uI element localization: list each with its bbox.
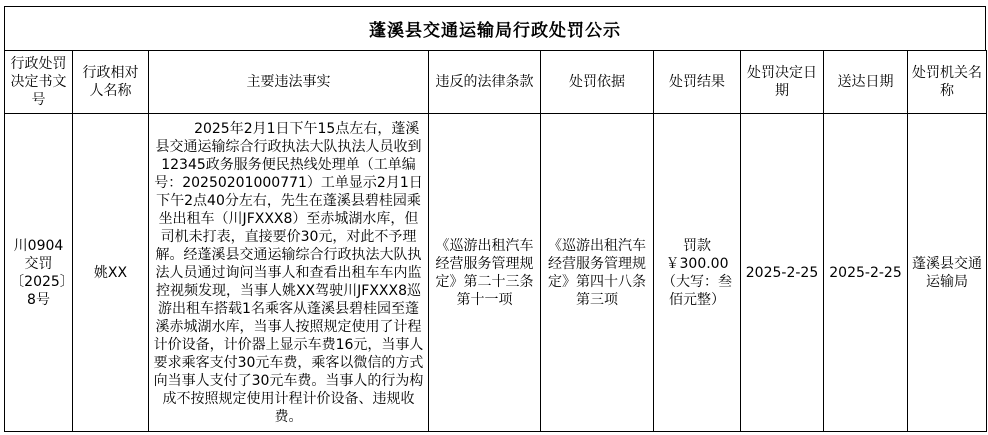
cell-authority: 蓬溪县交通运输局	[908, 114, 987, 432]
header-result: 处罚结果	[654, 51, 741, 114]
header-violated: 违反的法律条款	[429, 51, 541, 114]
cell-facts: 2025年2月1日下午15点左右，蓬溪县交通运输综合行政执法大队执法人员收到12345政务服务便民热线处理单（工单编号：20250201000771）工单显示2月1日下午2点40分左右，先生在蓬溪县碧桂园乘坐出租车（川JFXXX8）至赤城湖水库，但司机未打表，直接要价30元，对此不予理解。经蓬溪县交通运输综合行政执法大队执法人员通过询问当事人和查看出租车车内监控视频发现，当事人姚XX驾驶川JFXXX8巡游出租车搭载1名乘客从蓬溪县碧桂园至蓬溪赤城湖水库，当事人按照规定使用了计程计价设备，计价器上显示车费16元，当事人要求乘客支付30元车费，乘客以微信的方式向当事人支付了30元车费。当事人的行为构成不按照规定使用计程计价设备、违规收费。	[149, 114, 429, 432]
header-decision-date: 处罚决定日期	[741, 51, 824, 114]
cell-violated: 《巡游出租汽车经营服务管理规定》第二十三条第十一项	[429, 114, 541, 432]
penalty-table	[4, 50, 987, 432]
header-facts: 主要违法事实	[149, 51, 429, 114]
cell-party: 姚XX	[73, 114, 149, 432]
cell-delivery-date: 2025-2-25	[824, 114, 908, 432]
cell-decision-date: 2025-2-25	[741, 114, 824, 432]
table-row	[5, 114, 987, 432]
header-party: 行政相对人名称	[73, 51, 149, 114]
header-doc-no: 行政处罚决定书文号	[5, 51, 73, 114]
cell-result: 罚款￥300.00（大写：叁佰元整）	[654, 114, 741, 432]
header-row	[5, 51, 987, 114]
cell-doc-no: 川0904交罚〔2025〕8号	[5, 114, 73, 432]
header-authority: 处罚机关名称	[908, 51, 987, 114]
page-title: 蓬溪县交通运输局行政处罚公示	[4, 6, 986, 50]
header-delivery-date: 送达日期	[824, 51, 908, 114]
cell-basis: 《巡游出租汽车经营服务管理规定》第四十八条第三项	[541, 114, 654, 432]
header-basis: 处罚依据	[541, 51, 654, 114]
